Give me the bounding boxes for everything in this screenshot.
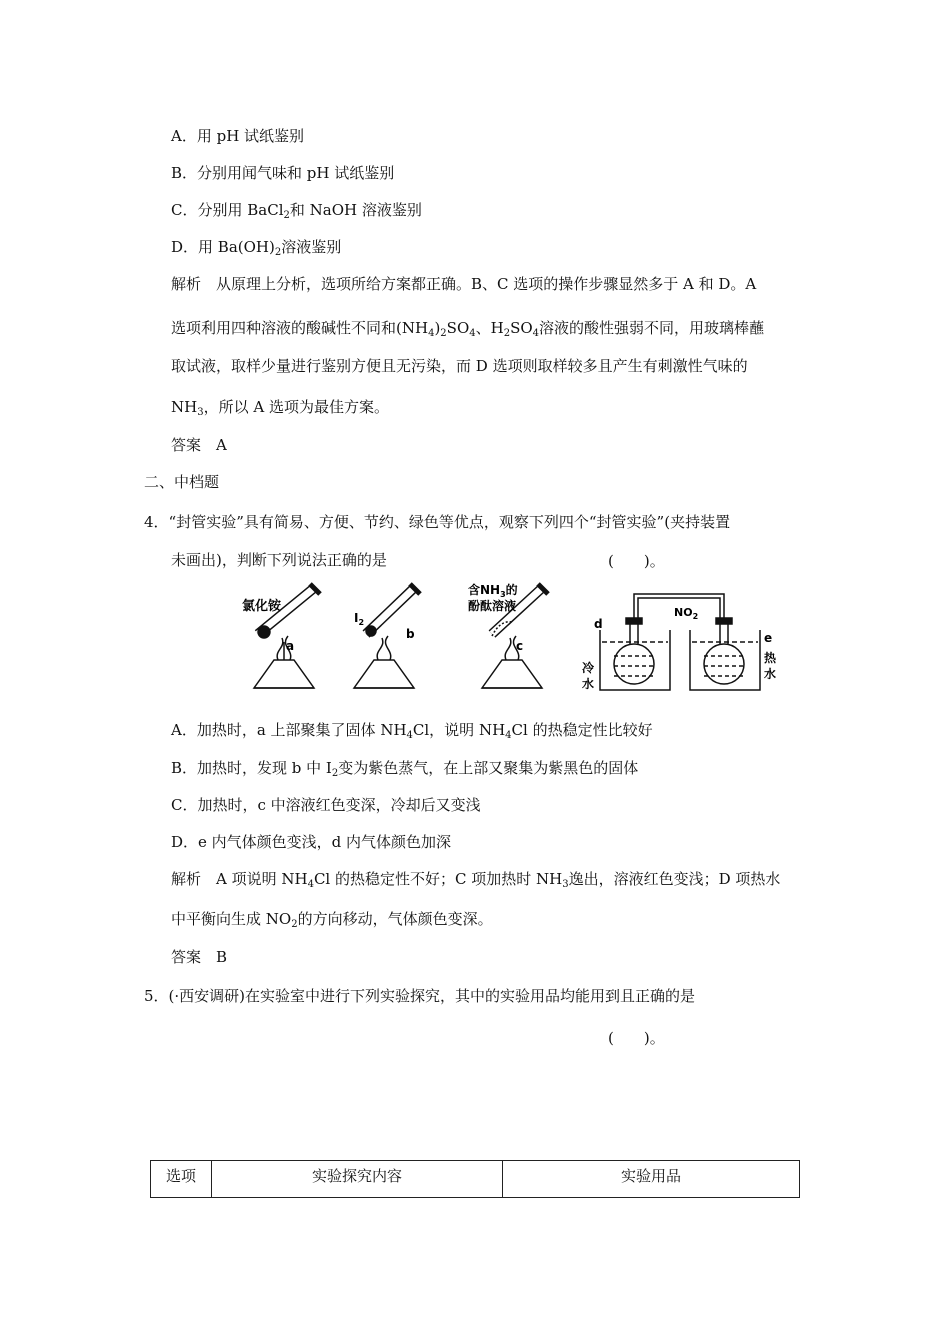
q4-answer: 答案 B [171,948,228,966]
q3-option-b: B．分别用闻气味和 pH 试纸鉴别 [171,164,395,182]
q3-option-a: A．用 pH 试纸鉴别 [171,127,305,145]
q4-analysis-line1: 解析 A 项说明 $NH_4Cl$ 的热稳定性不好；C 项加热时 $NH_3$逸出，溶液红色变浅；D 项热水 [171,870,781,890]
section-heading: 二、中档题 [144,473,220,491]
label-hot-water-2: 水 [764,667,777,681]
q5-answer-blank: ( )。 [608,1029,665,1047]
q4-option-c: C．加热时，c 中溶液红色变深，冷却后又变浅 [171,796,481,814]
q3-option-c: C．分别用 BaCl$_2$和 NaOH 溶液鉴别 [171,201,422,221]
label-no2: $NO_2$ [674,606,699,621]
q4-stem-line1: 4．“封管实验”具有简易、方便、节约、绿色等优点，观察下列四个“封管实验”(夹持装置 [144,513,731,531]
q3-analysis-line2: 选项利用四种溶液的酸碱性不同和$(NH_4)_2SO_4$、$H_2SO_4$溶液的酸性强弱不同，用玻璃棒蘸 [171,319,765,339]
label-a: a [286,639,295,653]
q5-stem: 5．(·西安调研)在实验室中进行下列实验探究，其中的实验用品均能用到且正确的是 [144,987,696,1005]
label-d: d [594,617,603,631]
label-hot-water-1: 热 [764,651,777,665]
q5-experiment-table [150,1160,800,1198]
q3-analysis-line4: $NH_3$，所以 A 选项为最佳方案。 [171,398,389,418]
q3-analysis-line3: 取试液，取样少量进行鉴别方便且无污染，而 D 选项则取样较多且产生有刺激性气味的 [171,357,748,375]
q3-option-d: D．用 $Ba(OH)_2$溶液鉴别 [171,238,342,258]
q4-option-a: A．加热时，a 上部聚集了固体 $NH_4Cl$，说明 $NH_4Cl$ 的热稳定性比较好 [171,721,653,741]
q4-answer-blank: ( )。 [608,552,665,570]
label-ammonia-solution-line2: 酚酞溶液 [468,599,517,613]
q4-analysis-line2: 中平衡向生成 $NO_2$的方向移动，气体颜色变深。 [171,910,493,930]
q4-option-b: B．加热时，发现 b 中 $I_2$变为紫色蒸气，在上部又聚集为紫黑色的固体 [171,759,639,779]
label-ammonium-chloride: 氯化铵 [242,599,282,614]
q3-analysis-line1: 解析 从原理上分析，选项所给方案都正确。B、C 选项的操作步骤显然多于 A 和 D。A [171,275,757,293]
q3-answer: 答案 A [171,436,227,454]
q4-sealed-tube-figure [230,580,780,700]
label-cold-water-1: 冷 [582,661,595,675]
table-header-content: 实验探究内容 [212,1161,503,1198]
label-iodine: $I_2$ [354,611,365,627]
label-ammonia-solution-line1: 含$NH_3$的 [468,583,518,599]
q4-stem-line2: 未画出)，判断下列说法正确的是 [171,551,387,569]
label-c: c [516,639,524,653]
q4-option-d: D．e 内气体颜色变浅，d 内气体颜色加深 [171,833,452,851]
label-b: b [406,627,415,641]
table-header-materials: 实验用品 [503,1161,800,1198]
label-cold-water-2: 水 [582,677,595,691]
table-header-option: 选项 [151,1161,212,1198]
label-e: e [764,631,773,645]
